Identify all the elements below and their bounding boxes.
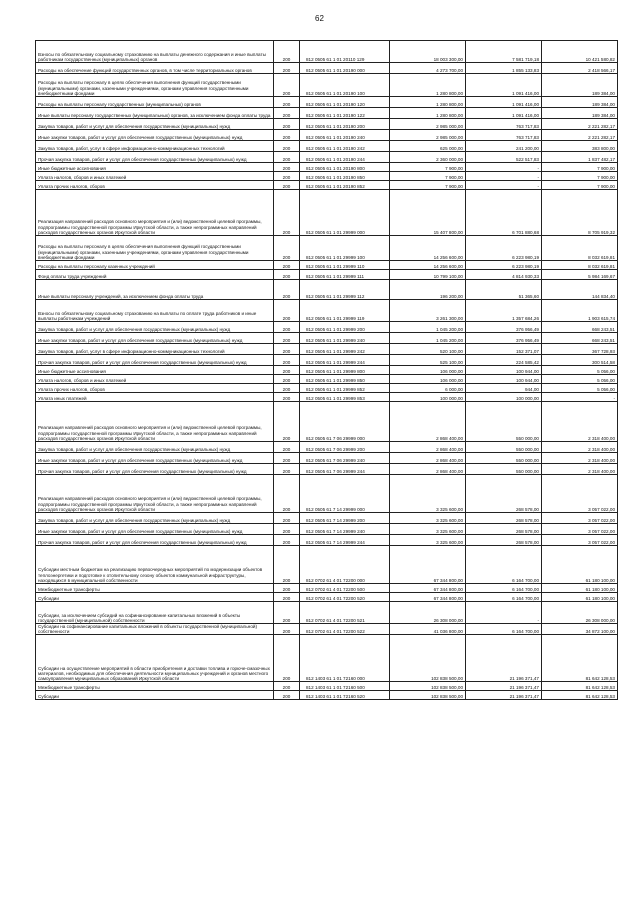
cell-approved: 6 000,00 — [390, 384, 466, 393]
cell-executed: 376 956,49 — [466, 333, 542, 344]
cell-unexecuted: 5 056,00 — [542, 366, 618, 375]
budget-table — [35, 40, 618, 700]
table-row — [36, 624, 618, 635]
cell-approved: 67 344 800,00 — [390, 546, 466, 584]
cell-approved: 2 360 000,00 — [390, 152, 466, 163]
cell-name: Иные выплаты персоналу учреждений, за исключением фонда оплаты труда — [36, 280, 274, 300]
table-row — [36, 190, 618, 236]
cell-code: 200 — [274, 344, 300, 355]
cell-approved: 100 000,00 — [390, 393, 466, 402]
cell-unexecuted: 5 056,00 — [542, 375, 618, 384]
cell-executed: - — [466, 602, 542, 624]
cell-unexecuted: 2 318 400,00 — [542, 402, 618, 442]
cell-kbk: 812 0505 61 1 01 29999 852 — [300, 384, 390, 393]
cell-kbk: 812 0505 61 1 01 20190 100 — [300, 74, 390, 97]
cell-kbk: 812 0505 61 1 01 29999 000 — [300, 190, 390, 236]
table-row — [36, 375, 618, 384]
table-row — [36, 141, 618, 152]
cell-kbk: 812 0505 61 7 06 29999 240 — [300, 453, 390, 464]
cell-name: Взносы по обязательному социальному страхованию на выплаты денежного содержания и иные выплаты работникам государственных (муниципальных) органов — [36, 41, 274, 63]
cell-name: Расходы на выплаты персоналу в целях обеспечения выполнения функций государственными (муниципальными) органами, казенными учреждениями, органами управления государственными внебюджетными фондами — [36, 236, 274, 261]
table-row — [36, 119, 618, 130]
cell-code: 200 — [274, 375, 300, 384]
cell-unexecuted: 7 900,00 — [542, 163, 618, 172]
table-row — [36, 74, 618, 97]
cell-name: Субсидии на софинансирование капитальных вложений в объекты государственной (муниципальной) собственности — [36, 624, 274, 635]
page-number: 62 — [315, 14, 324, 23]
cell-code: 200 — [274, 384, 300, 393]
cell-kbk: 812 0505 61 7 14 29999 240 — [300, 524, 390, 535]
cell-name: Прочая закупка товаров, работ и услуг для обеспечения государственных (муниципальных) нужд — [36, 355, 274, 366]
cell-executed: - — [466, 163, 542, 172]
table-row — [36, 163, 618, 172]
cell-code: 200 — [274, 593, 300, 602]
cell-executed: 1 091 416,00 — [466, 108, 542, 119]
cell-code: 200 — [274, 524, 300, 535]
cell-unexecuted: 34 872 100,00 — [542, 624, 618, 635]
cell-executed: 1 357 684,26 — [466, 300, 542, 322]
cell-unexecuted: 300 514,58 — [542, 355, 618, 366]
cell-executed: 224 585,42 — [466, 355, 542, 366]
cell-executed: 944,00 — [466, 384, 542, 393]
cell-kbk: 812 0505 61 1 01 20190 242 — [300, 141, 390, 152]
table-row — [36, 97, 618, 108]
cell-executed: 6 164 700,00 — [466, 584, 542, 593]
table-row — [36, 261, 618, 270]
cell-approved: 520 100,00 — [390, 344, 466, 355]
cell-kbk: 812 0505 61 1 01 20190 240 — [300, 130, 390, 141]
cell-code: 200 — [274, 236, 300, 261]
table-row — [36, 181, 618, 190]
cell-code: 200 — [274, 97, 300, 108]
cell-name: Закупка товаров, работ и услуг для обеспечения государственных (муниципальных) нужд — [36, 513, 274, 524]
cell-kbk: 812 1403 61 1 01 72160 000 — [300, 635, 390, 682]
table-row — [36, 344, 618, 355]
cell-executed: 4 814 930,33 — [466, 270, 542, 280]
cell-kbk: 812 0505 61 1 01 29999 240 — [300, 333, 390, 344]
cell-code: 200 — [274, 270, 300, 280]
cell-kbk: 812 0505 61 1 01 20190 122 — [300, 108, 390, 119]
table-row — [36, 41, 618, 63]
cell-kbk: 812 0702 61 4 01 72200 520 — [300, 593, 390, 602]
cell-executed: 522 517,83 — [466, 152, 542, 163]
cell-name: Субсидии, за исключением субсидий на софинансирование капитальных вложений в объекты государственной (муниципальной) собственности — [36, 602, 274, 624]
table-row — [36, 546, 618, 584]
cell-approved: 14 256 600,00 — [390, 261, 466, 270]
cell-unexecuted: 2 418 566,17 — [542, 63, 618, 74]
cell-unexecuted: 367 728,93 — [542, 344, 618, 355]
cell-executed: 6 164 700,00 — [466, 546, 542, 584]
cell-executed: 6 223 980,19 — [466, 236, 542, 261]
cell-code: 200 — [274, 464, 300, 475]
cell-executed: 268 578,00 — [466, 513, 542, 524]
cell-unexecuted: 189 384,00 — [542, 108, 618, 119]
cell-kbk: 812 0505 61 7 06 29999 200 — [300, 442, 390, 453]
cell-name: Субсидии — [36, 691, 274, 700]
cell-executed: 152 371,07 — [466, 344, 542, 355]
cell-kbk: 812 0505 61 1 01 29999 200 — [300, 322, 390, 333]
table-row — [36, 280, 618, 300]
cell-approved: 15 407 800,00 — [390, 190, 466, 236]
cell-name: Прочая закупка товаров, работ и услуг для обеспечения государственных (муниципальных) нужд — [36, 464, 274, 475]
cell-approved: 106 000,00 — [390, 375, 466, 384]
table-row — [36, 63, 618, 74]
table-row — [36, 355, 618, 366]
cell-approved: 7 900,00 — [390, 181, 466, 190]
cell-code: 200 — [274, 261, 300, 270]
cell-kbk: 812 0505 61 1 01 29999 110 — [300, 261, 390, 270]
cell-name: Закупка товаров, работ и услуг для обеспечения государственных (муниципальных) нужд — [36, 322, 274, 333]
cell-name: Уплата налогов, сборов и иных платежей — [36, 172, 274, 181]
cell-executed: 268 578,00 — [466, 475, 542, 513]
cell-code: 200 — [274, 402, 300, 442]
cell-kbk: 812 0505 61 1 01 29999 242 — [300, 344, 390, 355]
cell-code: 200 — [274, 190, 300, 236]
cell-kbk: 812 0505 61 1 01 29999 800 — [300, 366, 390, 375]
cell-code: 200 — [274, 300, 300, 322]
cell-unexecuted: 668 243,51 — [542, 333, 618, 344]
cell-kbk: 812 0505 61 1 01 20190 244 — [300, 152, 390, 163]
cell-code: 200 — [274, 442, 300, 453]
table-row — [36, 300, 618, 322]
cell-name: Закупка товаров, работ и услуг для обеспечения государственных (муниципальных) нужд — [36, 442, 274, 453]
cell-code: 200 — [274, 355, 300, 366]
cell-kbk: 812 0505 61 1 01 20110 129 — [300, 41, 390, 63]
cell-kbk: 812 0505 61 1 01 29999 119 — [300, 300, 390, 322]
cell-name: Межбюджетные трансферты — [36, 584, 274, 593]
cell-unexecuted: 5 984 169,67 — [542, 270, 618, 280]
cell-kbk: 812 0505 61 7 14 29999 200 — [300, 513, 390, 524]
cell-approved: 67 344 800,00 — [390, 584, 466, 593]
cell-executed: - — [466, 172, 542, 181]
cell-unexecuted: 2 221 282,17 — [542, 130, 618, 141]
cell-code: 200 — [274, 602, 300, 624]
cell-code: 200 — [274, 333, 300, 344]
cell-unexecuted: 8 705 919,32 — [542, 190, 618, 236]
table-row — [36, 384, 618, 393]
cell-code: 200 — [274, 366, 300, 375]
cell-approved: 2 985 000,00 — [390, 119, 466, 130]
cell-approved: 106 000,00 — [390, 366, 466, 375]
cell-unexecuted: 189 384,00 — [542, 74, 618, 97]
cell-executed: 21 196 371,47 — [466, 635, 542, 682]
cell-code: 200 — [274, 453, 300, 464]
cell-name: Прочая закупка товаров, работ и услуг для обеспечения государственных (муниципальных) нужд — [36, 535, 274, 546]
cell-executed: 100 944,00 — [466, 375, 542, 384]
cell-name: Уплата иных платежей — [36, 393, 274, 402]
cell-name: Иные закупки товаров, работ и услуг для обеспечения государственных (муниципальных) нужд — [36, 130, 274, 141]
cell-code: 200 — [274, 682, 300, 691]
cell-executed: 6 223 980,19 — [466, 261, 542, 270]
cell-executed: 6 701 880,68 — [466, 190, 542, 236]
cell-executed: 1 091 416,00 — [466, 74, 542, 97]
cell-kbk: 812 0505 61 1 01 29999 853 — [300, 393, 390, 402]
table-row — [36, 270, 618, 280]
table-row — [36, 635, 618, 682]
cell-code: 200 — [274, 63, 300, 74]
cell-executed: 21 196 371,47 — [466, 682, 542, 691]
cell-name: Расходы на выплаты персоналу казенных учреждений — [36, 261, 274, 270]
cell-code: 200 — [274, 119, 300, 130]
cell-kbk: 812 1403 61 1 01 72160 500 — [300, 682, 390, 691]
cell-name: Реализация направлений расходов основного мероприятия и (или) ведомственной целевой программы, подпрограммы государственной программы Иркутской области, а также непрограммных направлений расходов государственных органов Иркутской области — [36, 190, 274, 236]
cell-approved: 1 045 200,00 — [390, 333, 466, 344]
cell-unexecuted: 26 308 000,00 — [542, 602, 618, 624]
table-row — [36, 322, 618, 333]
cell-approved: 196 200,00 — [390, 280, 466, 300]
cell-kbk: 812 0505 61 1 01 29999 850 — [300, 375, 390, 384]
cell-executed: 550 000,00 — [466, 402, 542, 442]
cell-name: Закупка товаров, работ, услуг в сфере информационно-коммуникационных технологий — [36, 141, 274, 152]
cell-name: Расходы на обеспечение функций государственных органов, в том числе территориальных органов — [36, 63, 274, 74]
cell-name: Уплата прочих налогов, сборов — [36, 181, 274, 190]
cell-kbk: 812 0505 61 1 01 29999 100 — [300, 236, 390, 261]
cell-approved: 2 985 000,00 — [390, 130, 466, 141]
cell-approved: 102 838 500,00 — [390, 691, 466, 700]
table-row — [36, 524, 618, 535]
cell-unexecuted: 7 900,00 — [542, 172, 618, 181]
cell-kbk: 812 0505 61 1 01 20190 000 — [300, 63, 390, 74]
cell-code: 200 — [274, 74, 300, 97]
cell-kbk: 812 0505 61 1 01 20190 852 — [300, 181, 390, 190]
table-row — [36, 691, 618, 700]
cell-name: Иные бюджетные ассигнования — [36, 163, 274, 172]
cell-name: Закупка товаров, работ, услуг в сфере информационно-коммуникационных технологий — [36, 344, 274, 355]
cell-unexecuted: 668 243,51 — [542, 322, 618, 333]
cell-name: Реализация направлений расходов основного мероприятия и (или) ведомственной целевой программы, подпрограммы государственной программы Иркутской области, а также непрограммных направлений расходов государственных органов Иркутской области — [36, 402, 274, 442]
cell-executed: 100 944,00 — [466, 366, 542, 375]
cell-approved: 3 325 600,00 — [390, 524, 466, 535]
cell-kbk: 812 0505 61 1 01 29999 244 — [300, 355, 390, 366]
table-row — [36, 602, 618, 624]
cell-code: 200 — [274, 322, 300, 333]
cell-name: Расходы на выплаты персоналу в целях обеспечения выполнения функций государственными (муниципальными) органами, казенными учреждениями, органами управления государственными внебюджетными фондами — [36, 74, 274, 97]
cell-name: Иные закупки товаров, работ и услуг для обеспечения государственных (муниципальных) нужд — [36, 333, 274, 344]
cell-code: 200 — [274, 163, 300, 172]
cell-unexecuted: 5 056,00 — [542, 384, 618, 393]
cell-kbk: 812 0505 61 1 01 20190 850 — [300, 172, 390, 181]
cell-kbk: 812 0505 61 7 14 29999 000 — [300, 475, 390, 513]
cell-unexecuted: 81 642 128,53 — [542, 682, 618, 691]
cell-approved: 4 273 700,00 — [390, 63, 466, 74]
table-row — [36, 393, 618, 402]
cell-name: Иные бюджетные ассигнования — [36, 366, 274, 375]
table-row — [36, 333, 618, 344]
cell-unexecuted: 81 642 128,53 — [542, 635, 618, 682]
cell-approved: 102 838 500,00 — [390, 635, 466, 682]
cell-unexecuted: - — [542, 393, 618, 402]
table-row — [36, 366, 618, 375]
table-row — [36, 442, 618, 453]
cell-code: 200 — [274, 141, 300, 152]
table-row — [36, 453, 618, 464]
cell-kbk: 812 0702 61 4 01 72200 000 — [300, 546, 390, 584]
cell-kbk: 812 0505 61 7 06 29999 244 — [300, 464, 390, 475]
cell-unexecuted: 7 900,00 — [542, 181, 618, 190]
table-row — [36, 172, 618, 181]
table-row — [36, 130, 618, 141]
cell-executed: 1 091 416,00 — [466, 97, 542, 108]
cell-approved: 1 280 800,00 — [390, 108, 466, 119]
cell-code: 200 — [274, 624, 300, 635]
cell-unexecuted: 3 057 022,00 — [542, 475, 618, 513]
cell-approved: 10 799 100,00 — [390, 270, 466, 280]
cell-approved: 2 868 400,00 — [390, 442, 466, 453]
cell-code: 200 — [274, 513, 300, 524]
cell-code: 200 — [274, 475, 300, 513]
cell-kbk: 812 0702 61 4 01 72200 522 — [300, 624, 390, 635]
cell-unexecuted: 2 221 282,17 — [542, 119, 618, 130]
cell-approved: 1 045 200,00 — [390, 322, 466, 333]
table-row — [36, 108, 618, 119]
cell-approved: 1 280 800,00 — [390, 74, 466, 97]
cell-executed: 241 200,00 — [466, 141, 542, 152]
cell-executed: - — [466, 181, 542, 190]
cell-approved: 67 344 800,00 — [390, 593, 466, 602]
cell-approved: 525 100,00 — [390, 355, 466, 366]
cell-name: Уплата налогов, сборов и иных платежей — [36, 375, 274, 384]
table-row — [36, 475, 618, 513]
cell-code: 200 — [274, 130, 300, 141]
cell-unexecuted: 383 800,00 — [542, 141, 618, 152]
cell-unexecuted: 3 057 022,00 — [542, 524, 618, 535]
cell-unexecuted: 2 318 400,00 — [542, 453, 618, 464]
table-row — [36, 236, 618, 261]
cell-unexecuted: 144 834,40 — [542, 280, 618, 300]
cell-name: Фонд оплаты труда учреждений — [36, 270, 274, 280]
cell-approved: 2 868 400,00 — [390, 464, 466, 475]
cell-unexecuted: 10 421 580,82 — [542, 41, 618, 63]
cell-executed: 100 000,00 — [466, 393, 542, 402]
cell-name: Иные закупки товаров, работ и услуг для обеспечения государственных (муниципальных) нужд — [36, 524, 274, 535]
cell-executed: 763 717,83 — [466, 119, 542, 130]
cell-unexecuted: 61 180 100,00 — [542, 584, 618, 593]
cell-name: Субсидии на осуществление мероприятий в области приобретения и доставки топлива и горюче-смазочных материалов, необходимых для обеспечения деятельности муниципальных учреждений и органов местного самоуправления муниципальных образований Иркутской области — [36, 635, 274, 682]
cell-executed: 1 855 133,83 — [466, 63, 542, 74]
cell-executed: 268 578,00 — [466, 535, 542, 546]
cell-executed: 51 365,60 — [466, 280, 542, 300]
cell-name: Прочая закупка товаров, работ и услуг для обеспечения государственных (муниципальных) нужд — [36, 152, 274, 163]
cell-approved: 625 000,00 — [390, 141, 466, 152]
cell-kbk: 812 0505 61 1 01 20190 200 — [300, 119, 390, 130]
cell-unexecuted: 1 903 615,74 — [542, 300, 618, 322]
cell-unexecuted: 1 837 482,17 — [542, 152, 618, 163]
cell-code: 200 — [274, 41, 300, 63]
table-row — [36, 535, 618, 546]
cell-kbk: 812 0505 61 1 01 29999 112 — [300, 280, 390, 300]
cell-code: 200 — [274, 635, 300, 682]
cell-name: Иные выплаты персоналу государственных (муниципальных) органов, за исключением фонда оплаты труда — [36, 108, 274, 119]
cell-executed: 550 000,00 — [466, 442, 542, 453]
cell-approved: 7 900,00 — [390, 172, 466, 181]
cell-executed: 550 000,00 — [466, 464, 542, 475]
cell-code: 200 — [274, 280, 300, 300]
cell-kbk: 812 0505 61 1 01 20190 120 — [300, 97, 390, 108]
cell-executed: 376 956,49 — [466, 322, 542, 333]
cell-approved: 14 256 600,00 — [390, 236, 466, 261]
cell-name: Межбюджетные трансферты — [36, 682, 274, 691]
cell-unexecuted: 2 318 400,00 — [542, 442, 618, 453]
cell-code: 200 — [274, 535, 300, 546]
table-row — [36, 513, 618, 524]
table-row — [36, 152, 618, 163]
cell-unexecuted: 8 032 619,81 — [542, 236, 618, 261]
cell-kbk: 812 0505 61 1 01 29999 111 — [300, 270, 390, 280]
cell-kbk: 812 0505 61 7 14 29999 244 — [300, 535, 390, 546]
cell-approved: 2 868 400,00 — [390, 453, 466, 464]
cell-approved: 7 900,00 — [390, 163, 466, 172]
cell-executed: 268 578,00 — [466, 524, 542, 535]
cell-executed: 6 164 700,00 — [466, 593, 542, 602]
cell-kbk: 812 1403 61 1 01 72160 520 — [300, 691, 390, 700]
cell-name: Субсидии — [36, 593, 274, 602]
cell-executed: 21 196 371,47 — [466, 691, 542, 700]
cell-unexecuted: 61 180 100,00 — [542, 546, 618, 584]
cell-kbk: 812 0505 61 1 01 20190 800 — [300, 163, 390, 172]
cell-unexecuted: 2 318 400,00 — [542, 464, 618, 475]
cell-approved: 3 325 600,00 — [390, 475, 466, 513]
cell-code: 200 — [274, 108, 300, 119]
cell-unexecuted: 81 642 128,53 — [542, 691, 618, 700]
cell-executed: 7 581 719,18 — [466, 41, 542, 63]
cell-name: Закупка товаров, работ и услуг для обеспечения государственных (муниципальных) нужд — [36, 119, 274, 130]
cell-executed: 550 000,00 — [466, 453, 542, 464]
cell-code: 200 — [274, 152, 300, 163]
cell-unexecuted: 3 057 022,00 — [542, 535, 618, 546]
cell-unexecuted: 61 180 100,00 — [542, 593, 618, 602]
cell-code: 200 — [274, 584, 300, 593]
cell-unexecuted: 189 384,00 — [542, 97, 618, 108]
cell-kbk: 812 0505 61 7 06 29999 000 — [300, 402, 390, 442]
cell-approved: 102 838 500,00 — [390, 682, 466, 691]
cell-code: 200 — [274, 172, 300, 181]
cell-kbk: 812 0702 61 4 01 72200 500 — [300, 584, 390, 593]
cell-approved: 1 280 800,00 — [390, 97, 466, 108]
cell-kbk: 812 0702 61 4 01 72200 521 — [300, 602, 390, 624]
cell-executed: 763 717,83 — [466, 130, 542, 141]
cell-approved: 18 003 300,00 — [390, 41, 466, 63]
cell-approved: 3 325 600,00 — [390, 535, 466, 546]
table-row — [36, 682, 618, 691]
cell-unexecuted: 8 032 619,81 — [542, 261, 618, 270]
budget-table-body — [36, 41, 618, 700]
cell-name: Реализация направлений расходов основного мероприятия и (или) ведомственной целевой программы, подпрограммы государственной программы Иркутской области, а также непрограммных направлений расходов государственных органов Иркутской области — [36, 475, 274, 513]
table-row — [36, 584, 618, 593]
cell-name: Расходы на выплаты персоналу государственных (муниципальных) органов — [36, 97, 274, 108]
cell-name: Взносы по обязательному социальному страхованию на выплаты по оплате труда работников и иные выплаты работникам учреждений — [36, 300, 274, 322]
cell-code: 200 — [274, 393, 300, 402]
cell-code: 200 — [274, 181, 300, 190]
cell-approved: 41 036 800,00 — [390, 624, 466, 635]
table-row — [36, 464, 618, 475]
cell-unexecuted: 3 057 022,00 — [542, 513, 618, 524]
cell-name: Иные закупки товаров, работ и услуг для обеспечения государственных (муниципальных) нужд — [36, 453, 274, 464]
cell-approved: 2 868 400,00 — [390, 402, 466, 442]
cell-approved: 3 261 300,00 — [390, 300, 466, 322]
table-row — [36, 402, 618, 442]
cell-code: 200 — [274, 691, 300, 700]
cell-approved: 3 325 600,00 — [390, 513, 466, 524]
cell-name: Уплата прочих налогов, сборов — [36, 384, 274, 393]
cell-approved: 26 308 000,00 — [390, 602, 466, 624]
cell-code: 200 — [274, 546, 300, 584]
table-row — [36, 593, 618, 602]
cell-name: Субсидии местным бюджетам на реализацию первоочередных мероприятий по модернизации объектов теплоэнергетики и подготовке к отопительному сезону объектов коммунальной инфраструктуры, находящихся в муниципальной собственности — [36, 546, 274, 584]
cell-executed: 6 164 700,00 — [466, 624, 542, 635]
